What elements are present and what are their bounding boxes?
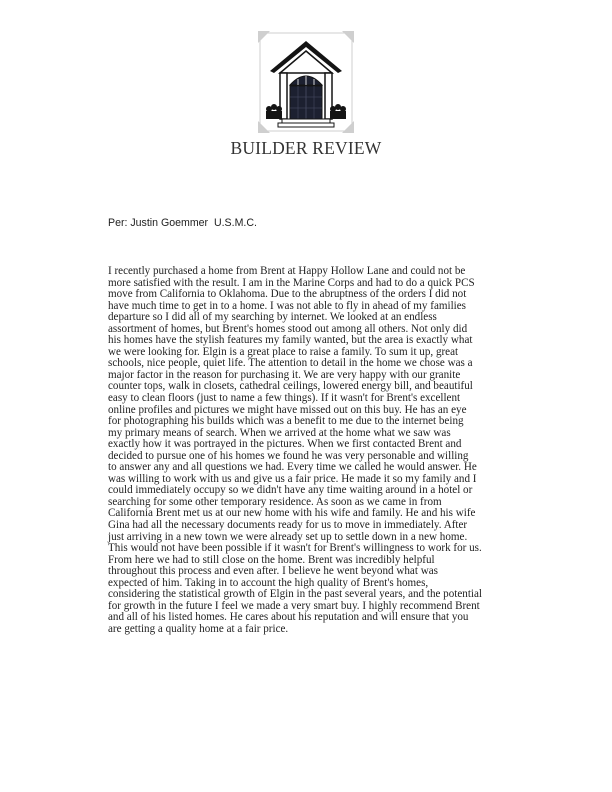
body-line: departure so I did all of my searching by internet. We looked at an endless [108, 311, 437, 324]
body-line: easy to clean floors (just to name a few things). If it wasn't for Brent's excellent [108, 392, 461, 405]
body-line: we were looking for. Elgin is a great place to raise a family. To sum it up, great [108, 345, 459, 358]
body-line: for photographing his builds which was a benefit to me due to the internet being [108, 415, 464, 428]
body-line: assortment of homes, but Brent's homes stood out among all others. Not only did [108, 322, 468, 335]
document-title: BUILDER REVIEW [230, 138, 382, 158]
body-line: major factor in the reason for purchasing it. We are very happy with our granite [108, 368, 461, 381]
body-line: exactly how it was portrayed in the pictures. When we first contacted Brent and [108, 438, 462, 451]
body-line: I recently purchased a home from Brent at Happy Hollow Lane and could not be [108, 265, 466, 277]
body-line: for growth in the future I feel we made a very smart buy. I highly recommend Brent [108, 599, 480, 612]
review-body [108, 266, 508, 636]
body-line: Gina had all the necessary documents ready for us to move in immediately. After [108, 519, 468, 532]
body-line: my primary means of search. When we arrived at the home what we saw was [108, 426, 451, 439]
body-line: to answer any and all questions we had. Every time we called he would answer. He [108, 461, 477, 474]
body-line: have much time to get in to a home. I was not able to fly in ahead of my families [108, 299, 466, 312]
body-line: From here we had to still close on the home. Brent was incredibly helpful [108, 553, 435, 566]
body-line: schools, nice people, quiet life. The attention to detail in the home we chose was a [108, 357, 473, 370]
author-byline: Per: Justin Goemmer U.S.M.C. [108, 217, 257, 229]
body-line: his homes have the stylish features my family wanted, but the area is exactly what [108, 334, 473, 347]
body-line: throughout this process and even after. I believe he went beyond what was [108, 565, 438, 578]
body-line: just arriving in a new town we were already set up to settle down in a new home. [108, 530, 468, 543]
body-line: This would not have been possible if it wasn't for Brent's willingness to work for us. [108, 542, 482, 555]
house-doorway-icon [256, 29, 356, 135]
body-line: more satisfied with the result. I am in the Marine Corps and had to do a quick PCS [108, 276, 475, 289]
body-line: and all of his listed homes. He cares about his reputation and will ensure that you [108, 611, 469, 624]
body-line: decided to pursue one of his homes we found he was very personable and willing [108, 449, 469, 462]
body-line: could immediately occupy so we didn't have any time waiting around in a hotel or [108, 484, 473, 497]
body-line: online profiles and pictures we might have missed out on this buy. He has an eye [108, 403, 467, 416]
body-line: was willing to work with us and give us a fair price. He made it so my family and I [108, 472, 477, 485]
body-line: California Brent met us at our new home with his wife and family. He and his wife [108, 507, 476, 520]
body-line: move from California to Oklahoma. Due to the abruptness of the orders I did not [108, 288, 467, 301]
body-line: expected of him. Taking in to account the high quality of Brent's homes, [108, 576, 429, 589]
body-line: counter tops, walk in closets, cathedral ceilings, lowered energy bill, and beautiful [108, 380, 473, 393]
body-line: are getting a quality home at a fair price. [108, 622, 289, 635]
body-line: searching for some other temporary residence. As soon as we came in from [108, 495, 442, 508]
body-line: considering the statistical growth of Elgin in the past several years, and the potential [108, 588, 483, 601]
